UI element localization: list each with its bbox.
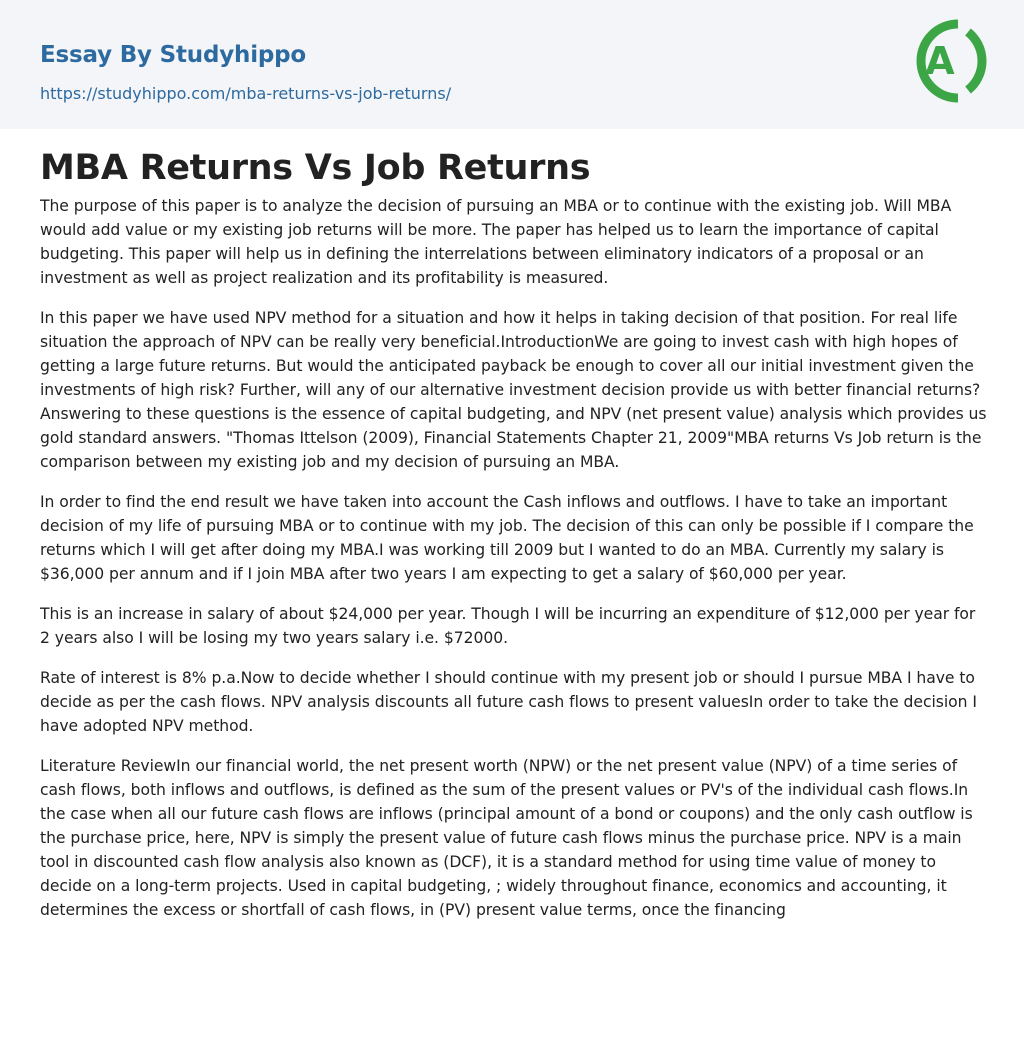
paragraph: Literature ReviewIn our financial world, the net present worth (NPW) or the net present value (NPV) of a time series of cash flows, both inflows and outflows, is defined as the sum of the present values or PV's of the individual cash flows.In the case when all our future cash flows are inflows (principal amount of a bond or coupons) and the only cash outflow is the purchase price, here, NPV is simply the present value of future cash flows minus the purchase price. NPV is a main tool in discounted cash flow analysis also known as (DCF), it is a standard method for using time value of money to decide on a long-term projects. Used in capital budgeting, ; widely throughout finance, economics and accounting, it determines the excess or shortfall of cash flows, in (PV) present value terms, once the financing <box>40 757 973 919</box>
paragraph: In this paper we have used NPV method for a situation and how it helps in taking decision of that position. For real life situation the approach of NPV can be really very beneficial.IntroductionWe are going to invest cash with high hopes of getting a large future returns. But would the anticipated payback be enough to cover all our initial investment given the investments of high risk? Further, will any of our alternative investment decision provide us with better financial returns? Answering to these questions is the essence of capital budgeting, and NPV (net present value) analysis which provides us gold standard answers. "Thomas Ittelson (2009), Financial Statements Chapter 21, 2009"MBA returns Vs Job return is the comparison between my existing job and my decision of pursuing an MBA. <box>40 309 987 471</box>
page-url-link[interactable]: https://studyhippo.com/mba-returns-vs-job-returns/ <box>40 84 452 103</box>
paragraph: Rate of interest is 8% p.a.Now to decide whether I should continue with my present job or should I pursue MBA I have to decide as per the cash flows. NPV analysis discounts all future cash flows to present valuesIn order to take the decision I have adopted NPV method. <box>40 669 977 735</box>
page-title: MBA Returns Vs Job Returns <box>40 148 591 188</box>
logo-letter: A <box>925 39 955 83</box>
paragraph: This is an increase in salary of about $24,000 per year. Though I will be incurring an expenditure of $12,000 per year for 2 years also I will be losing my two years salary i.e. $72000. <box>40 605 976 647</box>
paragraph: In order to find the end result we have taken into account the Cash inflows and outflows. I have to take an important decision of my life of pursuing MBA or to continue with my job. The decision of this can only be possible if I compare the returns which I will get after doing my MBA.I was working till 2009 but I wanted to do an MBA. Currently my salary is $36,000 per annum and if I join MBA after two years I am expecting to get a salary of $60,000 per year. <box>40 493 974 583</box>
article-body <box>40 194 988 938</box>
paragraph: The purpose of this paper is to analyze the decision of pursuing an MBA or to continue with the existing job. Will MBA would add value or my existing job returns will be more. The paper has helped us to learn the importance of capital budgeting. This paper will help us in defining the interrelations between eliminatory indicators of a proposal or an investment as well as project realization and its profitability is measured. <box>40 197 952 287</box>
studyhippo-logo-icon[interactable] <box>908 18 988 106</box>
brand-name[interactable]: Essay By Studyhippo <box>40 42 307 68</box>
site-header <box>0 0 1024 129</box>
